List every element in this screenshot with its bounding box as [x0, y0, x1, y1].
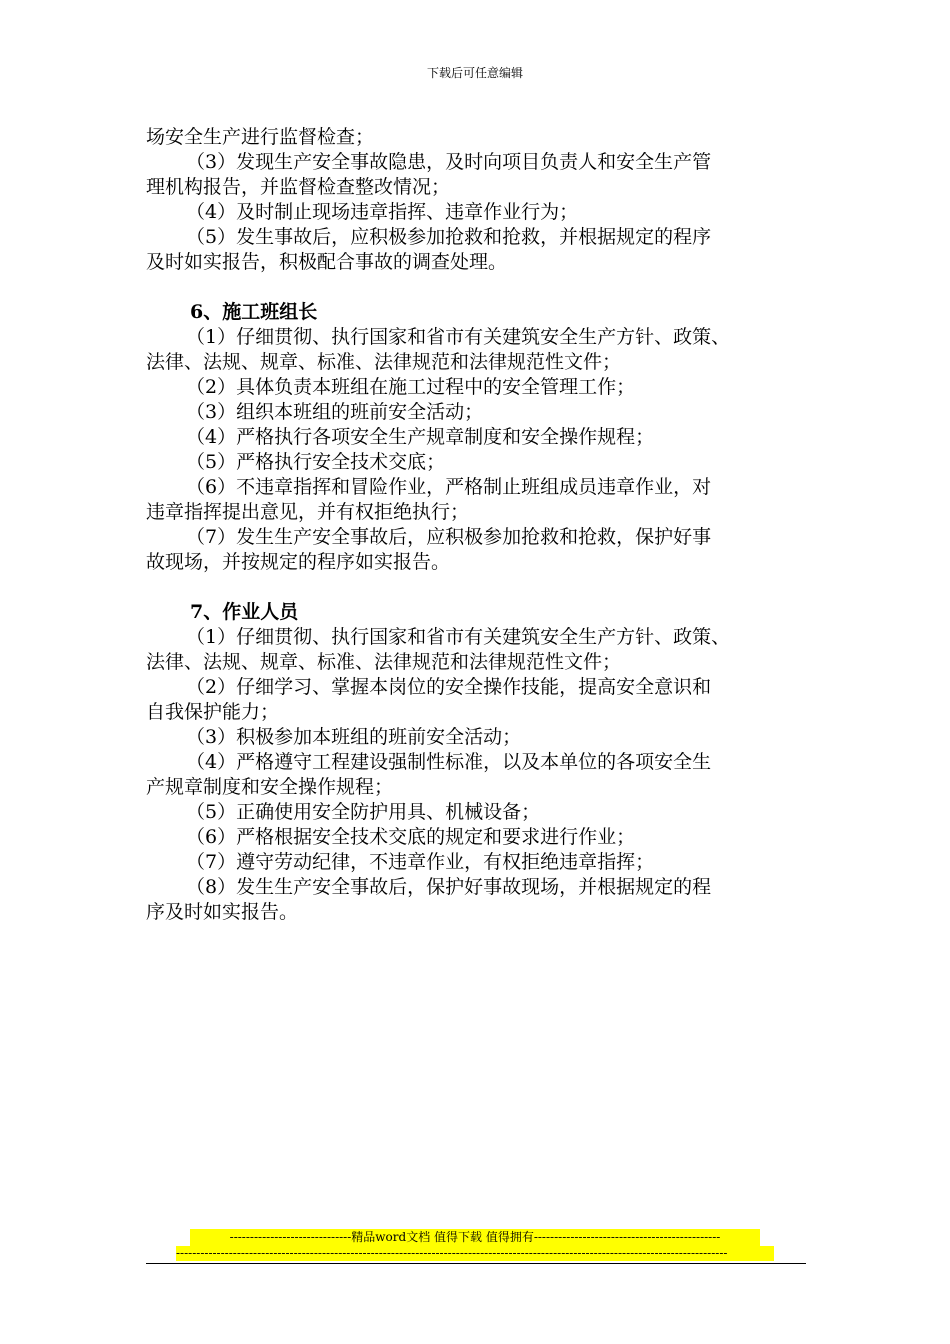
header-note: 下载后可任意编辑	[426, 66, 523, 80]
footer-divider	[146, 1263, 806, 1264]
body-line: （6）不违章指挥和冒险作业，严格制止班组成员违章作业，对	[186, 476, 712, 498]
body-line: （7）发生生产安全事故后，应积极参加抢救和抢救，保护好事	[186, 526, 712, 548]
document-body	[146, 125, 826, 925]
body-line: （4）严格遵守工程建设强制性标准，以及本单位的各项安全生	[186, 751, 712, 773]
body-line: 法律、法规、规章、标准、法律规范和法律规范性文件；	[146, 351, 622, 373]
body-line: 序及时如实报告。	[146, 901, 299, 923]
intro-block	[146, 125, 826, 275]
body-line: （3）积极参加本班组的班前安全活动；	[186, 726, 522, 748]
section-title: 7、作业人员	[190, 601, 299, 623]
body-line: （4）严格执行各项安全生产规章制度和安全操作规程；	[186, 426, 655, 448]
section-workers	[146, 600, 826, 925]
body-line: （4）及时制止现场违章指挥、违章作业行为；	[186, 201, 579, 223]
body-line: （8）发生生产安全事故后，保护好事故现场，并根据规定的程	[186, 876, 712, 898]
footer-banner: ------------------------------精品word文档 值得下载 值得拥有----------------------------------------------	[190, 1229, 760, 1246]
body-line: （5）发生事故后，应积极参加抢救和抢救，并根据规定的程序	[186, 226, 712, 248]
body-line: 故现场，并按规定的程序如实报告。	[146, 551, 451, 573]
footer-dashes: ----------------------------------------------------------------------------------------------------------------------------------------	[176, 1246, 774, 1261]
body-line: 违章指挥提出意见，并有权拒绝执行；	[146, 501, 470, 523]
body-line: （5）严格执行安全技术交底；	[186, 451, 446, 473]
body-line: （3）发现生产安全事故隐患，及时向项目负责人和安全生产管	[186, 151, 712, 173]
section-team-leader	[146, 300, 826, 575]
body-line: （3）组织本班组的班前安全活动；	[186, 401, 484, 423]
body-line: （5）正确使用安全防护用具、机械设备；	[186, 801, 541, 823]
body-line: 及时如实报告，积极配合事故的调查处理。	[146, 251, 508, 273]
body-line: 自我保护能力；	[146, 701, 280, 723]
section-title: 6、施工班组长	[190, 301, 318, 323]
body-line: 场安全生产进行监督检查；	[146, 126, 375, 148]
body-line: （2）具体负责本班组在施工过程中的安全管理工作；	[186, 376, 636, 398]
body-line: （1）仔细贯彻、执行国家和省市有关建筑安全生产方针、政策、	[186, 326, 731, 348]
body-line: 产规章制度和安全操作规程；	[146, 776, 394, 798]
body-line: （7）遵守劳动纪律，不违章作业，有权拒绝违章指挥；	[186, 851, 655, 873]
body-line: （1）仔细贯彻、执行国家和省市有关建筑安全生产方针、政策、	[186, 626, 731, 648]
body-line: （2）仔细学习、掌握本岗位的安全操作技能，提高安全意识和	[186, 676, 712, 698]
body-line: 理机构报告，并监督检查整改情况；	[146, 176, 451, 198]
body-line: （6）严格根据安全技术交底的规定和要求进行作业；	[186, 826, 636, 848]
body-line: 法律、法规、规章、标准、法律规范和法律规范性文件；	[146, 651, 622, 673]
